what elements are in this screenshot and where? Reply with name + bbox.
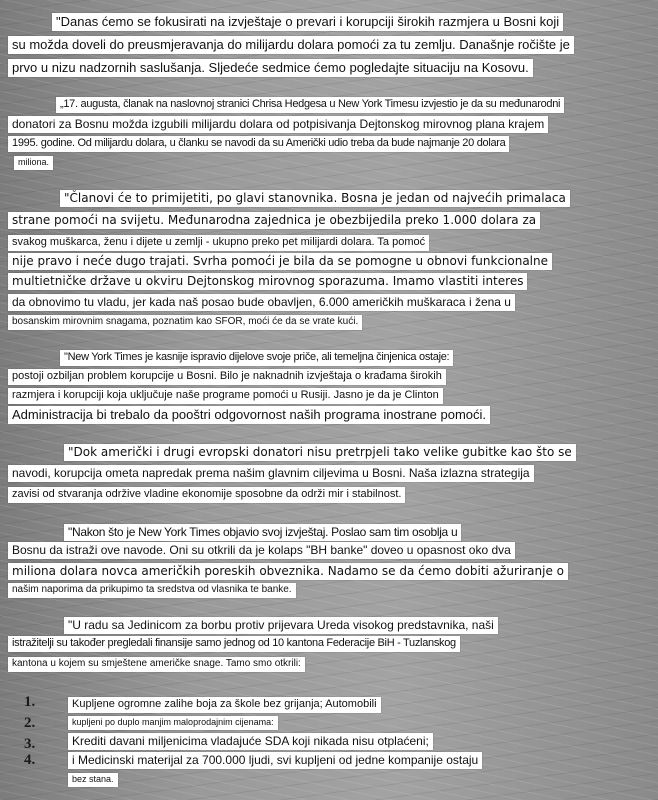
text-line: "Članovi će to primijetiti, po glavi stanovnika. Bosna je jedan od najvećih primalaca [60,190,570,207]
text-line: donatori za Bosnu možda izgubili milijardu dolara od potpisivanja Dejtonskog mirovnog plana krajem [8,116,548,133]
text-line: multietničke države u okviru Dejtonskog mirovnog sporazuma. Imamo vlastiti interes [8,273,527,290]
text-line: kantona u kojem su smještene američke snage. Tamo smo otkrili: [8,657,305,672]
list-number: 2. [24,715,36,731]
text-line: "New York Times je kasnije ispravio dijelove svoje priče, ali temeljna činjenica ostaje: [60,350,453,366]
text-line: "U radu sa Jedinicom za borbu protiv prijevara Ureda visokog predstavnika, naši [64,617,498,634]
text-line: "Dok američki i drugi evropski donatori nisu pretrpjeli tako velike gubitke kao što se [64,444,576,461]
text-line: istražitelji su također pregledali finansije samo jednog od 10 kantona Federacije BiH - Tuzlanskog [8,636,460,652]
text-line: "Nakon što je New York Times objavio svoj izvještaj. Poslao sam tim osoblja u [64,524,461,541]
text-line: miliona dolara novca američkih poreskih obveznika. Nadamo se da ćemo dobiti ažuriranje o [8,563,568,580]
text-line: svakog muškarca, ženu i dijete u zemlji - ukupno preko pet milijardi dolara. Ta pomoć [8,235,429,251]
text-line: zavisi od stvaranja održive vladine ekonomije sposobne da održi mir i stabilnost. [8,487,405,503]
text-line: nije pravo i neće dugo trajati. Svrha pomoći je bila da se pomogne u obnovi funkcionalne [8,253,552,270]
text-line: miliona. [14,156,53,170]
text-line: bosanskim mirovnim snagama, poznatim kao SFOR, moći će da se vrate kući. [8,315,362,330]
text-line: navodi, korupcija ometa napredak prema našim glavnim ciljevima u Bosni. Naša izlazna strategija [8,465,534,482]
text-line: strane pomoći na svijetu. Međunarodna zajednica je obezbijedila preko 1.000 dolara za [8,212,540,229]
text-line: našim naporima da prikupimo ta sredstva od vlasnika te banke. [8,583,296,598]
list-item: bez stana. [68,773,118,787]
text-line: razmjera i korupciji koja uključuje naše programe pomoći u Rusiji. Jasno je da je Clinton [8,388,443,404]
text-line: postoji ozbiljan problem korupcije u Bosni. Bilo je naknadnih izvještaja o krađama širokih [8,369,446,385]
text-line: Bosnu da istraži ove navode. Oni su otkrili da je kolaps "BH banke" doveo u opasnost oko dva [8,542,515,559]
list-number: 1. [24,694,36,710]
list-item: kupljeni po duplo manjim maloprodajnim cijenama: [68,716,278,730]
text-line: "Danas ćemo se fokusirati na izvještaje o prevari i korupciji širokih razmjera u Bosni koji [52,13,563,31]
list-number: 4. [24,752,36,768]
text-line: 1995. godine. Od milijardu dolara, u članku se navodi da su Američki udio treba da bude najmanje 20 dolara [8,136,509,152]
list-number: 3. [24,736,36,752]
text-line: Administracija bi trebalo da pooštri odgovornost naših programa inostrane pomoći. [8,406,490,424]
text-line: prvo u nizu nadzornih saslušanja. Sljedeće sedmice ćemo pogledajte situaciju na Kosovu. [8,59,533,77]
text-line: da obnovimo tu vladu, jer kada naš posao bude obavljen, 6.000 američkih muškaraca i žena u [8,294,515,311]
list-item: Krediti davani miljenicima vladajuće SDA koji nikada nisu otplaćeni; [68,733,433,750]
list-item: Kupljene ogromne zalihe boja za škole bez grijanja; Automobili [68,697,381,713]
text-line: „17. augusta, članak na naslovnoj stranici Chrisa Hedgesa u New York Timesu izvjestio je da su međunarodni [56,97,564,113]
text-line: su možda doveli do preusmjeravanja do milijardu dolara pomoći za tu zemlju. Današnje ročište je [8,36,574,54]
list-item: i Medicinski materijal za 700.000 ljudi, svi kupljeni od jedne kompanije ostaju [68,752,482,769]
